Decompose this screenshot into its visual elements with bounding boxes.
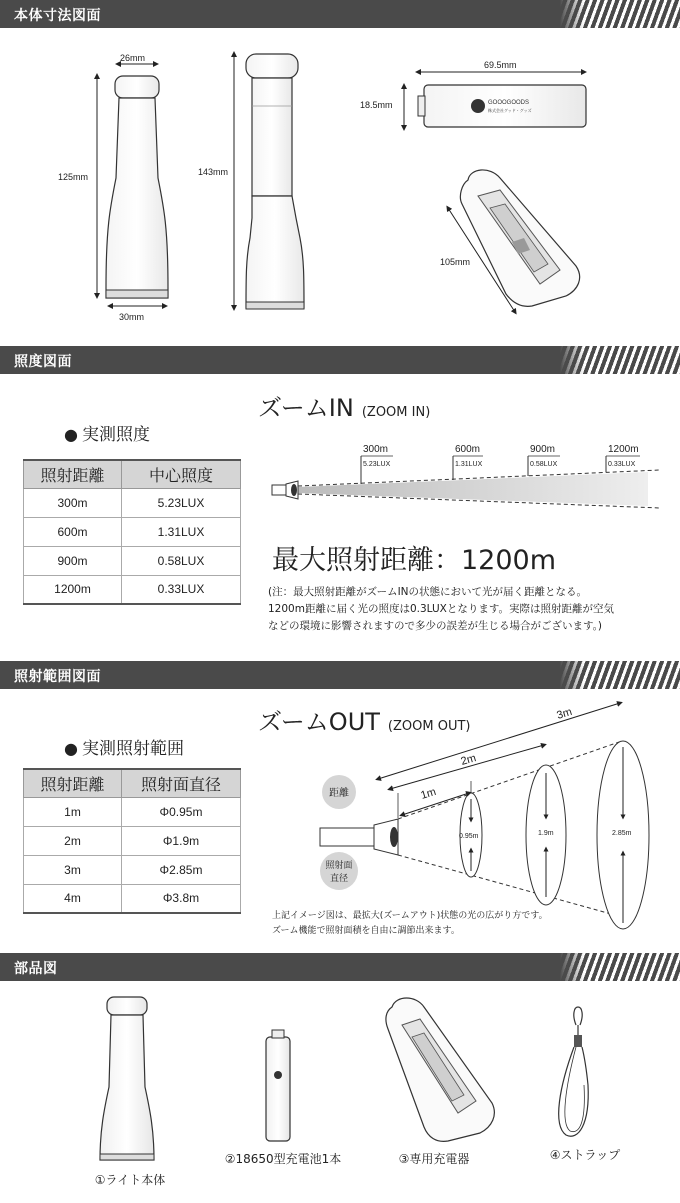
part-caption: ③専用充電器 — [398, 1152, 470, 1166]
diameter-value: 1.9m — [538, 830, 554, 837]
measured-illuminance-title: ● 実測照度 — [64, 420, 150, 445]
svg-text:600m: 600m — [455, 444, 481, 455]
distance-label-badge — [322, 775, 356, 809]
section-title: 部品図 — [14, 961, 58, 977]
table-row — [24, 546, 241, 575]
section-header-parts — [0, 953, 680, 981]
illuminance-table — [23, 459, 241, 605]
cell-distance: 2m — [24, 826, 122, 855]
table-row — [24, 884, 241, 913]
parts-drawings — [0, 985, 680, 1165]
cell-diameter: Φ1.9m — [122, 826, 241, 855]
distance-value: 3m — [555, 705, 574, 722]
cell-distance: 1m — [24, 797, 122, 826]
diameter-value: 2.85m — [612, 830, 632, 837]
table-row — [24, 488, 241, 517]
stripe-decoration — [560, 661, 680, 689]
table-row — [24, 575, 241, 604]
section-title: 照射範囲図面 — [14, 669, 101, 685]
distance-marker — [361, 444, 393, 484]
svg-text:0.33LUX: 0.33LUX — [608, 461, 636, 468]
section-title: 本体寸法図面 — [14, 8, 101, 24]
beam-range-note: 上記イメージ図は、最拡大(ズームアウト)状態の光の広がり方です。 ズーム機能で照射面積を自由に調節出来ます。 — [272, 911, 548, 936]
svg-text:距離: 距離 — [329, 788, 349, 799]
dim-base-width: 30mm — [119, 312, 145, 322]
svg-text:900m: 900m — [530, 444, 556, 455]
svg-text:0.58LUX: 0.58LUX — [530, 461, 558, 468]
part-strap-drawing — [559, 1007, 589, 1136]
svg-text:1200m: 1200m — [608, 444, 639, 455]
cell-distance: 600m — [24, 517, 122, 546]
diameter-value: 0.95m — [459, 833, 479, 840]
cell-distance: 4m — [24, 884, 122, 913]
part-battery-drawing — [266, 1030, 290, 1141]
distance-marker — [606, 444, 640, 472]
dim-total-length: 143mm — [198, 167, 229, 177]
illuminance-note: (注：最大照射距離がズームINの状態において光が届く距離となる。 1200m距離に届く光の照度は0.3LUXとなります。実際は照射距離が空気 などの環境に影響されますので多少の誤差が生じる場合がございます。) — [268, 586, 615, 632]
zoom-in-beam-diagram — [268, 440, 668, 510]
zoom-in-heading: ズームIN (ZOOM IN) — [258, 394, 431, 422]
table-row — [24, 855, 241, 884]
dim-battery-length: 69.5mm — [484, 60, 517, 70]
part-caption: ④ストラップ — [549, 1148, 621, 1162]
part-charger-drawing — [386, 998, 494, 1141]
dim-body-length: 125mm — [58, 172, 89, 182]
part-caption: ②18650型充電池1本 — [224, 1152, 342, 1166]
flashlight-icon — [272, 481, 298, 499]
cell-lux: 0.33LUX — [122, 575, 241, 604]
col-header-diameter: 照射面直径 — [122, 769, 241, 797]
cell-diameter: Φ0.95m — [122, 797, 241, 826]
cell-diameter: Φ3.8m — [122, 884, 241, 913]
cell-lux: 5.23LUX — [122, 488, 241, 517]
table-row — [24, 797, 241, 826]
flashlight-front-view — [106, 76, 168, 298]
dim-head-width: 26mm — [120, 53, 146, 63]
svg-text:GOOOGOODS: GOOOGOODS — [488, 100, 530, 106]
svg-text:株式会社グッド・グッズ: 株式会社グッド・グッズ — [488, 108, 532, 113]
svg-text:直径: 直径 — [329, 873, 349, 883]
stripe-decoration — [560, 953, 680, 981]
section-header-illuminance — [0, 346, 680, 374]
charger-drawing — [460, 170, 579, 306]
stripe-decoration — [560, 0, 680, 28]
table-row — [24, 826, 241, 855]
measured-range-title: ● 実測照射範囲 — [64, 734, 184, 759]
svg-text:300m: 300m — [363, 444, 389, 455]
cell-distance: 300m — [24, 488, 122, 517]
cell-distance: 1200m — [24, 575, 122, 604]
table-header-row — [24, 460, 241, 488]
table-row — [24, 517, 241, 546]
table-header-row — [24, 769, 241, 797]
svg-text:1.31LUX: 1.31LUX — [455, 461, 483, 468]
stripe-decoration — [560, 346, 680, 374]
cell-distance: 900m — [24, 546, 122, 575]
dim-charger-length: 105mm — [440, 257, 471, 267]
section-header-dimensions — [0, 0, 680, 28]
section-title: 照度図面 — [14, 354, 72, 370]
zoom-out-beam-diagram — [312, 695, 670, 930]
beam-range-table — [23, 768, 241, 914]
distance-marker — [528, 444, 560, 476]
distance-value: 1m — [419, 785, 438, 802]
zoom-out-heading: ズームOUT (ZOOM OUT) — [258, 708, 471, 736]
diameter-label-badge — [320, 852, 358, 890]
flashlight-extended-view — [246, 54, 304, 309]
col-header-center-lux: 中心照度 — [122, 460, 241, 488]
section-header-beam-range — [0, 661, 680, 689]
cell-distance: 3m — [24, 855, 122, 884]
cell-lux: 1.31LUX — [122, 517, 241, 546]
dim-battery-diameter: 18.5mm — [360, 100, 393, 110]
col-header-distance: 照射距離 — [24, 460, 122, 488]
col-header-distance: 照射距離 — [24, 769, 122, 797]
cell-lux: 0.58LUX — [122, 546, 241, 575]
dimension-drawings — [0, 28, 680, 348]
distance-value: 2m — [459, 752, 478, 768]
flashlight-icon — [320, 819, 398, 855]
part-flashlight-drawing — [100, 997, 154, 1160]
battery-drawing — [418, 85, 586, 127]
svg-text:5.23LUX: 5.23LUX — [363, 461, 391, 468]
svg-text:照射面: 照射面 — [325, 860, 353, 870]
distance-marker — [453, 444, 483, 480]
cell-diameter: Φ2.85m — [122, 855, 241, 884]
max-range-text: 最大照射距離：1200m — [272, 545, 557, 576]
part-caption: ①ライト本体 — [94, 1173, 166, 1187]
